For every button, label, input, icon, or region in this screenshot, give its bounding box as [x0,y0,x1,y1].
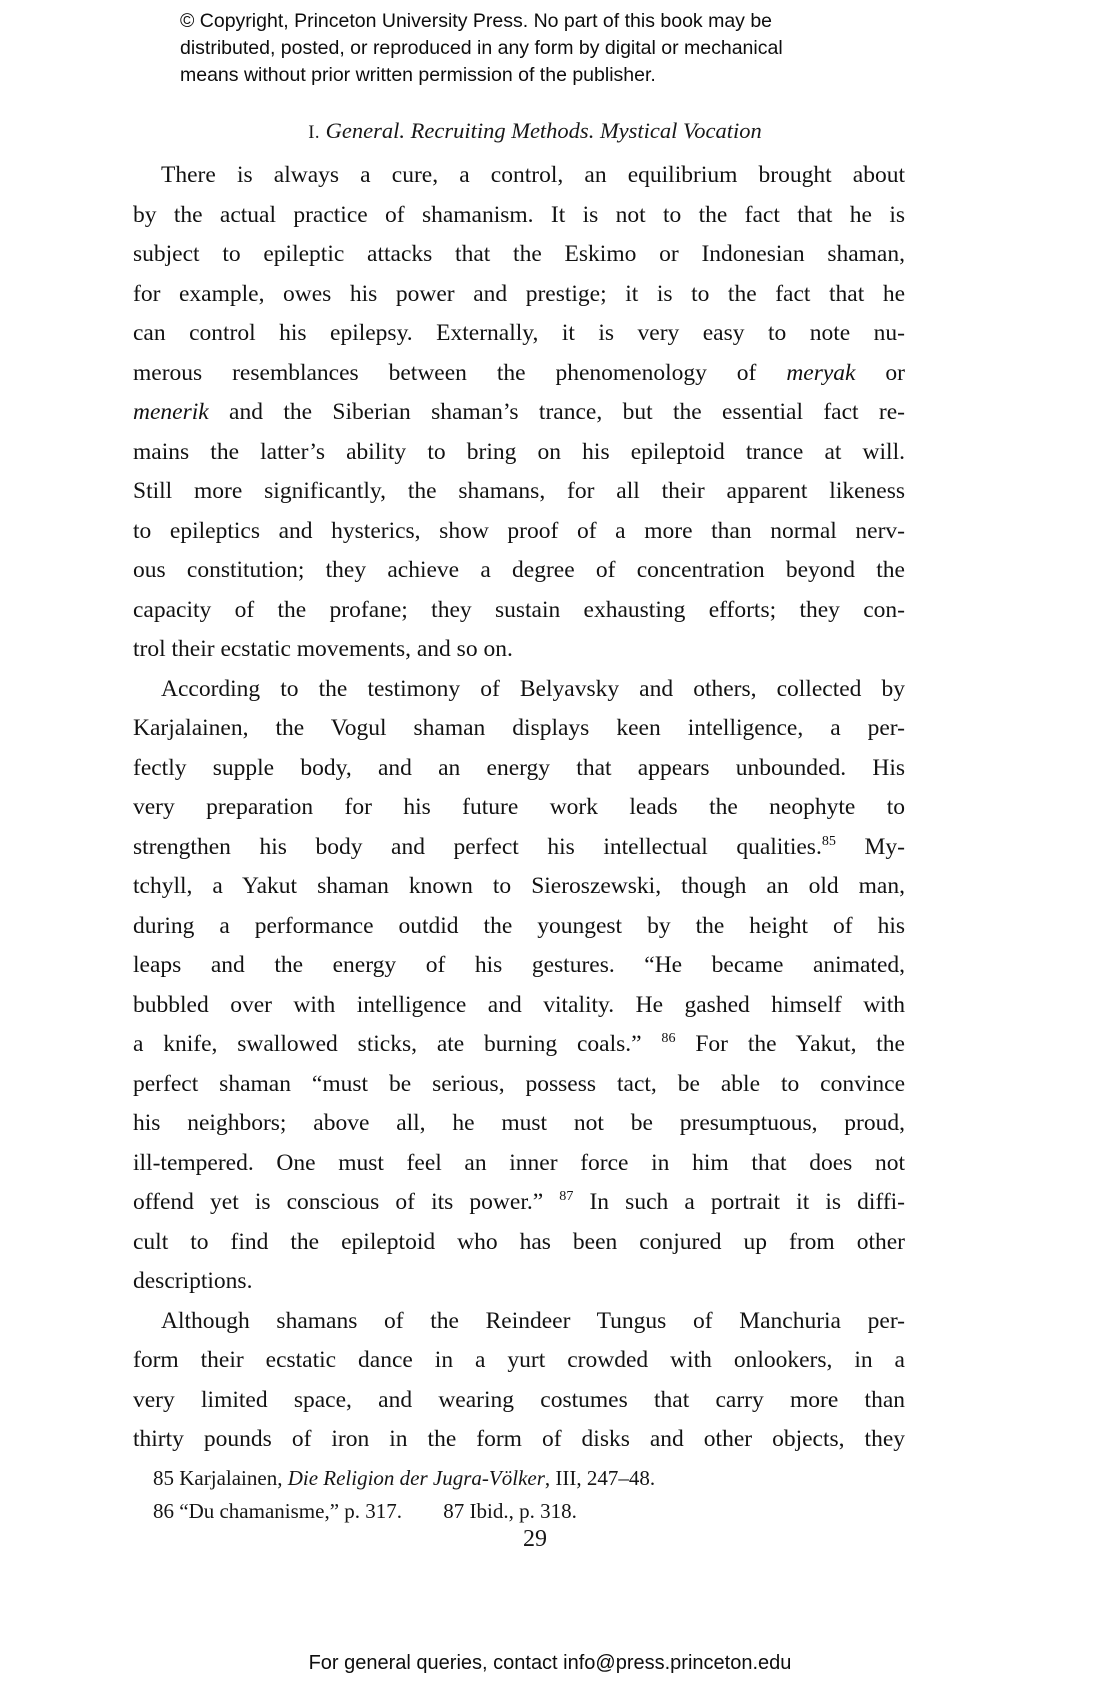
text-line: According to the testimony of Belyavsky and others, collected by [161,675,905,702]
text-line: can control his epilepsy. Externally, it is very easy to note nu- [133,320,905,346]
section-title: General. Recruiting Methods. Mystical Vocation [325,118,762,143]
text-line: very preparation for his future work leads the neophyte to [133,794,905,820]
text-line: strengthen his body and perfect his intellectual qualities.$^{85}$ My- [133,832,905,860]
footer-contact: For general queries, contact info@press.princeton.edu [308,1652,792,1674]
footnote-86: 86 “Du chamanisme,” p. 317. [153,1499,403,1523]
footnote-87: 87 Ibid., p. 318. [443,1499,577,1523]
footnote-85 [133,1462,905,1495]
copyright-notice [180,8,860,89]
text-line: ous constitution; they achieve a degree of concentration beyond the [133,557,905,583]
text-line: menerik and the Siberian shaman’s trance, but the essential fact re- [133,399,905,425]
text-line: ill-tempered. One must feel an inner force in him that does not [133,1149,905,1176]
section-number: I. [308,123,320,143]
text-line: his neighbors; above all, he must not be presumptuous, proud, [133,1110,905,1136]
text-line: descriptions. [133,1268,253,1294]
text-line: by the actual practice of shamanism. It is not to the fact that he is [133,201,905,228]
text-line: during a performance outdid the youngest by the height of his [133,912,905,939]
text-line: fectly supple body, and an energy that appears unbounded. His [133,754,905,781]
body-paragraph-3 [133,1302,905,1460]
text-line: bubbled over with intelligence and vitality. He gashed himself with [133,991,905,1018]
text-line: 85 Karjalainen, Die Religion der Jugra-Völker, III, 247–48. [153,1466,656,1490]
text-line: perfect shaman “must be serious, possess tact, be able to convince [133,1070,905,1097]
text-line: capacity of the profane; they sustain exhausting efforts; they con- [133,596,905,623]
text-line: form their ecstatic dance in a yurt crowded with onlookers, in a [133,1347,905,1373]
text-line: subject to epileptic attacks that the Eskimo or Indonesian shaman, [133,241,905,267]
text-line: very limited space, and wearing costumes that carry more than [133,1386,905,1413]
text-line: trol their ecstatic movements, and so on. [133,636,513,662]
text-line: Although shamans of the Reindeer Tungus of Manchuria per- [161,1307,905,1334]
text-line: distributed, posted, or reproduced in any form by digital or mechanical [180,37,783,59]
text-line: There is always a cure, a control, an equilibrium brought about [161,162,905,188]
page-number: 29 [523,1526,547,1552]
text-line: for example, owes his power and prestige; it is to the fact that he [133,280,905,307]
text-line: Karjalainen, the Vogul shaman displays keen intelligence, a per- [133,715,905,741]
text-line: mains the latter’s ability to bring on his epileptoid trance at will. [133,438,905,465]
text-line: means without prior written permission of the publisher. [180,64,656,86]
text-line: thirty pounds of iron in the form of disks and other objects, they [133,1426,905,1452]
text-line: © Copyright, Princeton University Press. No part of this book may be [180,10,773,32]
body-paragraph-2 [133,670,905,1302]
text-line: merous resemblances between the phenomenology of meryak or [133,359,905,386]
text-line: Still more significantly, the shamans, for all their apparent likeness [133,478,905,504]
section-heading [149,118,921,144]
footnote-row [133,1495,905,1528]
text-line: tchyll, a Yakut shaman known to Sieroszewski, though an old man, [133,873,905,899]
text-line: to epileptics and hysterics, show proof of a more than normal nerv- [133,517,905,544]
text-line: cult to find the epileptoid who has been conjured up from other [133,1228,905,1255]
body-paragraph-1 [133,156,905,670]
text-line: offend yet is conscious of its power.” $^{87}$ In such a portrait it is diffi- [133,1188,906,1215]
footnotes [133,1462,905,1528]
text-line: a knife, swallowed sticks, ate burning coals.” $^{86}$ For the Yakut, the [133,1030,905,1057]
page-body [133,156,905,1460]
text-line: leaps and the energy of his gestures. “He became animated, [133,952,905,978]
